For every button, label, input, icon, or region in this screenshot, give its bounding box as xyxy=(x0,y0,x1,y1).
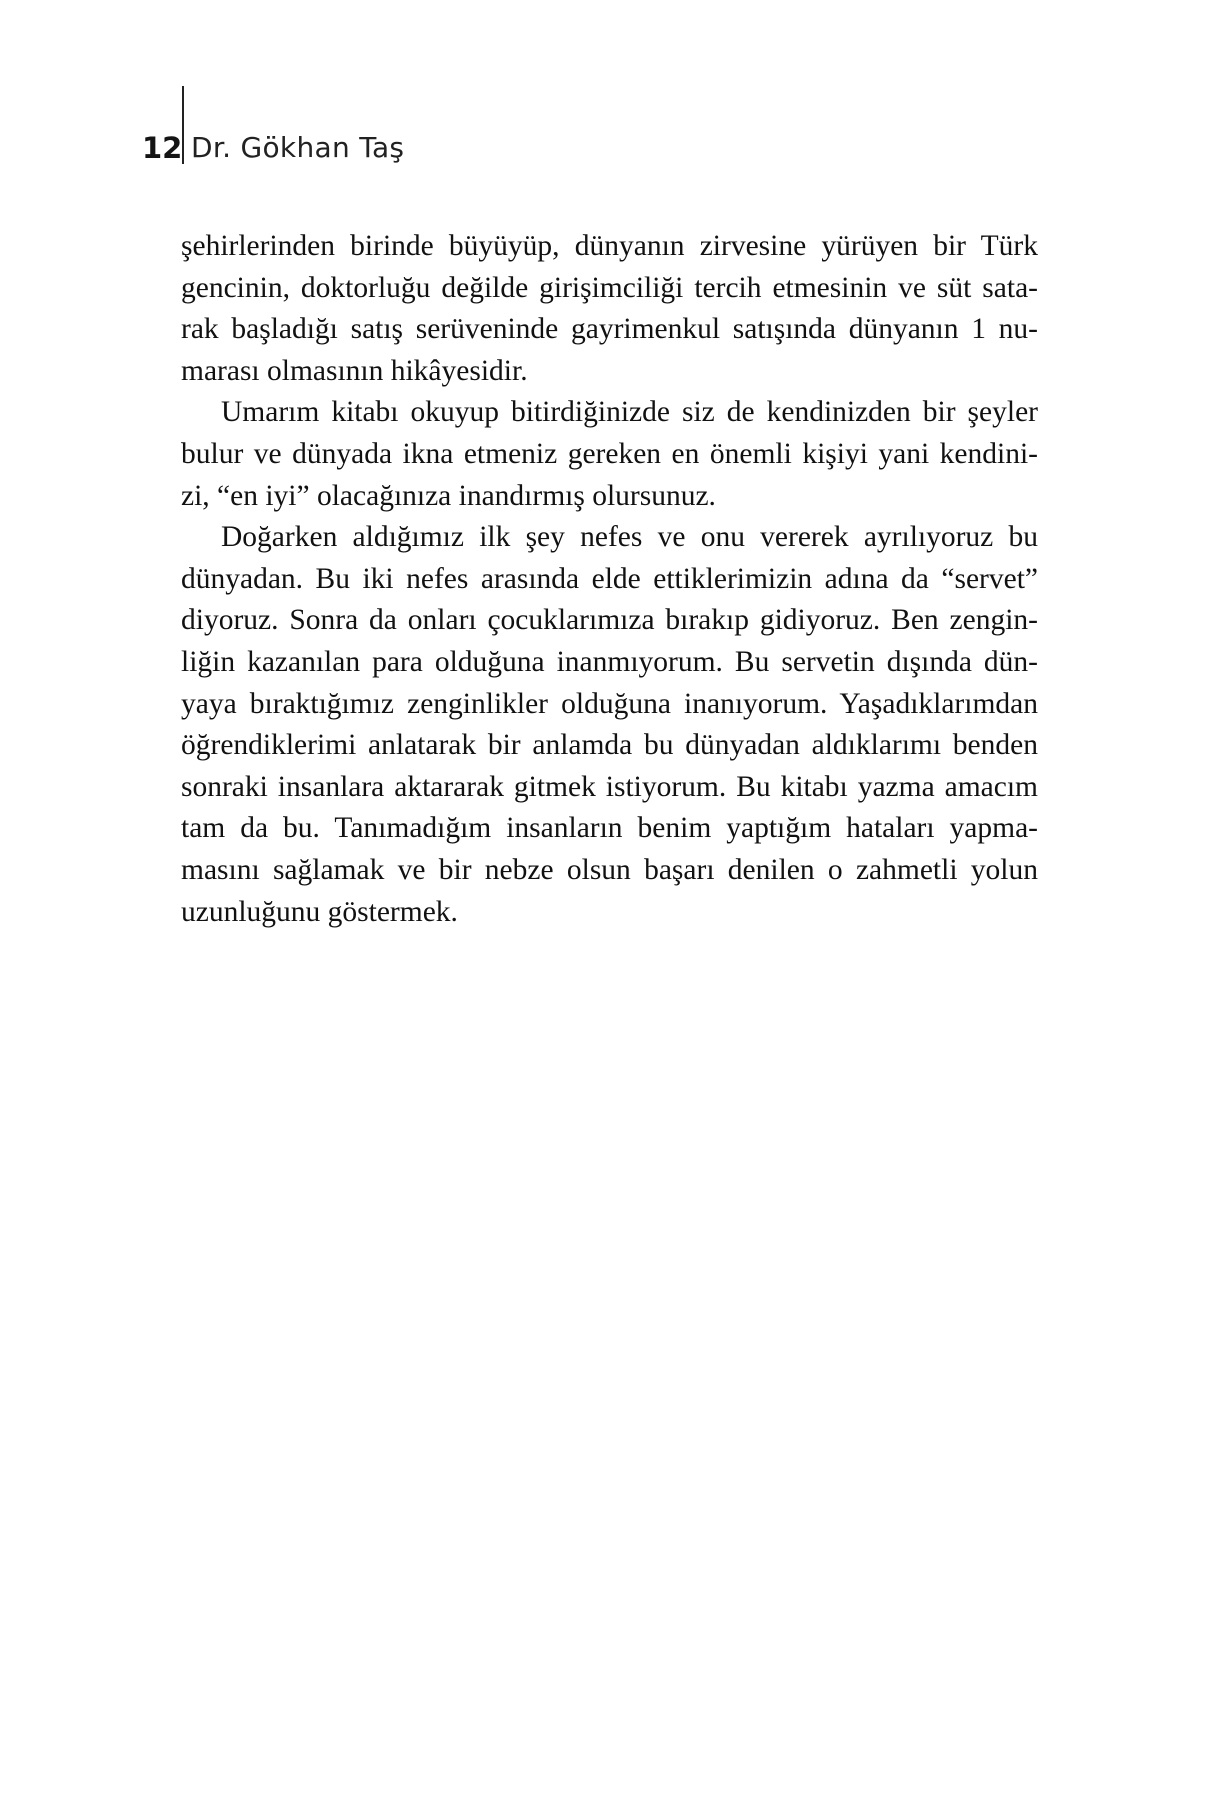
text-line: sonraki insanlara aktararak gitmek istiyorum. Bu kitabı yazma amacım xyxy=(181,770,1038,803)
text-line: liğin kazanılan para olduğuna inanmıyorum. Bu servetin dışında dün- xyxy=(181,645,1038,678)
text-line: dünyadan. Bu iki nefes arasında elde ettiklerimizin adına da “servet” xyxy=(181,562,1038,595)
text-line: tam da bu. Tanımadığım insanların benim yaptığım hataları yapma- xyxy=(181,812,1038,845)
text-line: diyoruz. Sonra da onları çocuklarımıza bırakıp gidiyoruz. Ben zengin- xyxy=(181,604,1038,637)
page-number: 12 xyxy=(142,131,183,165)
text-line: yaya bıraktığımız zenginlikler olduğuna inanıyorum. Yaşadıklarımdan xyxy=(181,687,1038,720)
text-line: zi, “en iyi” olacağınıza inandırmış olursunuz. xyxy=(181,479,716,512)
header-divider xyxy=(182,86,184,164)
text-line: marası olmasının hikâyesidir. xyxy=(181,354,528,387)
paragraph xyxy=(181,517,1038,933)
text-line: bulur ve dünyada ikna etmeniz gereken en önemli kişiyi yani kendini- xyxy=(181,437,1038,470)
text-line: masını sağlamak ve bir nebze olsun başarı denilen o zahmetli yolun xyxy=(181,853,1038,886)
text-line: öğrendiklerimi anlatarak bir anlamda bu dünyadan aldıklarımı benden xyxy=(181,729,1038,762)
text-line: uzunluğunu göstermek. xyxy=(181,895,458,928)
body-text xyxy=(181,226,1038,933)
author-name: Dr. Gökhan Taş xyxy=(191,131,405,164)
paragraph xyxy=(181,226,1038,392)
text-line: şehirlerinden birinde büyüyüp, dünyanın zirvesine yürüyen bir Türk xyxy=(181,230,1038,262)
text-line: gencinin, doktorluğu değilde girişimciliği tercih etmesinin ve süt sata- xyxy=(181,271,1038,304)
paragraph xyxy=(181,392,1038,517)
running-head xyxy=(0,0,1221,180)
text-line: Doğarken aldığımız ilk şey nefes ve onu vererek ayrılıyoruz bu xyxy=(221,521,1038,554)
text-line: rak başladığı satış serüveninde gayrimenkul satışında dünyanın 1 nu- xyxy=(181,313,1038,346)
text-line: Umarım kitabı okuyup bitirdiğinizde siz de kendinizden bir şeyler xyxy=(221,396,1038,429)
